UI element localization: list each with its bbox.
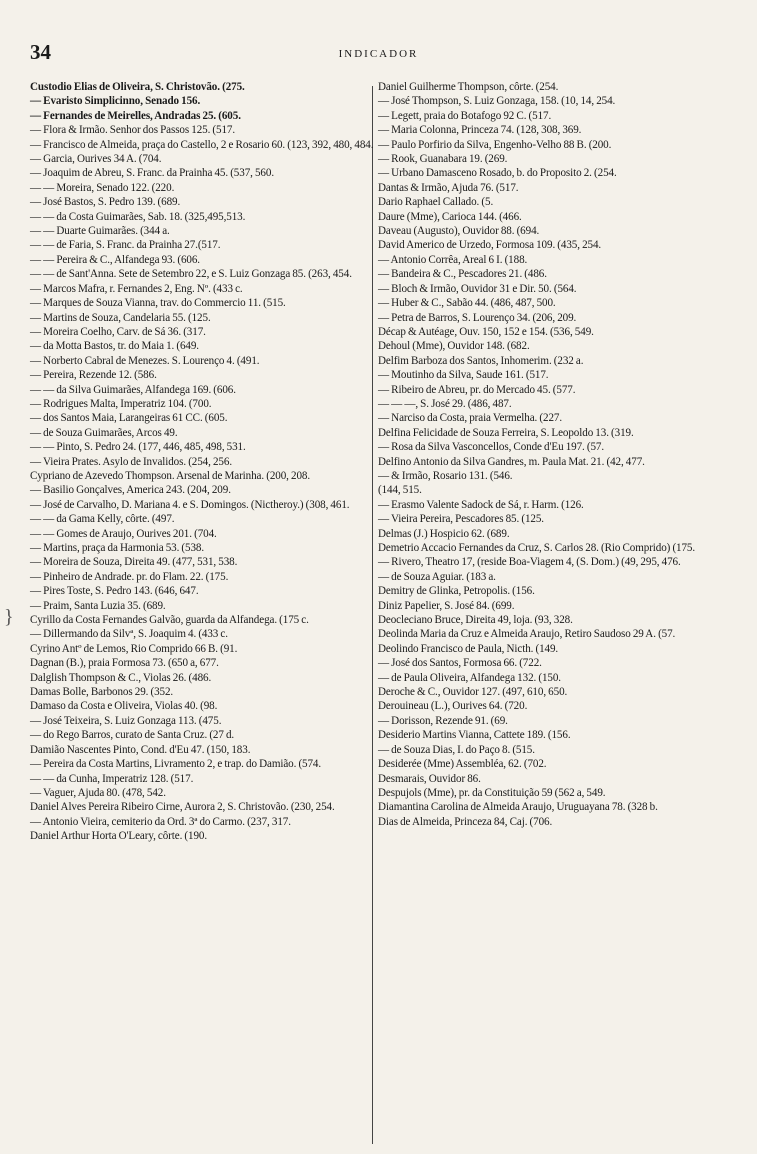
directory-entry: Cypriano de Azevedo Thompson. Arsenal de Marinha. (200, 208. xyxy=(30,469,311,482)
directory-entry: — Narciso da Costa, praia Vermelha. (227. xyxy=(378,412,563,425)
directory-entry: Delfina Felicidade de Souza Ferreira, S. Leopoldo 13. (319. xyxy=(378,426,634,439)
directory-entry: Daniel Alves Pereira Ribeiro Cirne, Aurora 2, S. Christovão. (230, 254. xyxy=(30,801,335,814)
directory-entry: Derouineau (L.), Ourives 64. (720. xyxy=(378,700,528,713)
directory-entry: — de Paula Oliveira, Alfandega 132. (150. xyxy=(378,671,561,684)
directory-entry: — Francisco de Almeida, praça do Castello, 2 e Rosario 60. (123, 392, 480, 484. xyxy=(30,138,374,151)
directory-entry: — — Duarte Guimarães. (344 a. xyxy=(30,225,170,238)
directory-entry: — Paulo Porfirio da Silva, Engenho-Velho 88 B. (200. xyxy=(378,138,612,151)
directory-entry: — Rook, Guanabara 19. (269. xyxy=(378,153,508,166)
directory-entry: — Pires Toste, S. Pedro 143. (646, 647. xyxy=(30,585,199,598)
directory-entry: — Huber & C., Sabão 44. (486, 487, 500. xyxy=(378,297,556,310)
directory-entry: — Fernandes de Meirelles, Andradas 25. (605. xyxy=(30,109,241,122)
directory-entry: Dantas & Irmão, Ajuda 76. (517. xyxy=(378,181,519,194)
left-column xyxy=(30,80,376,844)
directory-entry: — Moutinho da Silva, Saude 161. (517. xyxy=(378,369,549,382)
directory-entry: — Pereira da Costa Martins, Livramento 2, e trap. do Damião. (574. xyxy=(30,758,322,771)
directory-entry: Dias de Almeida, Princeza 84, Caj. (706. xyxy=(378,815,553,828)
running-header: INDICADOR xyxy=(338,48,419,60)
directory-entry: Diamantina Carolina de Almeida Araujo, Uruguayana 78. (328 b. xyxy=(378,801,658,814)
directory-entry: — Erasmo Valente Sadock de Sá, r. Harm. (126. xyxy=(378,498,584,511)
directory-entry: — Basilio Gonçalves, America 243. (204, 209. xyxy=(30,484,231,497)
directory-entry: — Joaquim de Abreu, S. Franc. da Prainha 45. (537, 560. xyxy=(30,167,275,180)
directory-entry: Décap & Autéage, Ouv. 150, 152 e 154. (536, 549. xyxy=(378,325,594,338)
directory-entry: David Americo de Urzedo, Formosa 109. (435, 254. xyxy=(378,239,602,252)
directory-entry: — Pinheiro de Andrade. pr. do Flam. 22. (175. xyxy=(30,570,229,583)
directory-entry: — — da Gama Kelly, côrte. (497. xyxy=(30,513,175,526)
directory-entry: Delfim Barboza dos Santos, Inhomerim. (232 a. xyxy=(378,354,584,367)
directory-entry: — do Rego Barros, curato de Santa Cruz. (27 d. xyxy=(30,729,235,742)
directory-entry: Delmas (J.) Hospicio 62. (689. xyxy=(378,527,510,540)
margin-bracket-mark: } xyxy=(4,606,14,628)
directory-entry: — — da Cunha, Imperatriz 128. (517. xyxy=(30,772,194,785)
directory-entry: — — Pereira & C., Alfandega 93. (606. xyxy=(30,253,200,266)
directory-entry: — Bloch & Irmão, Ouvidor 31 e Dir. 50. (564. xyxy=(378,282,577,295)
directory-entry: Cyrino Antº de Lemos, Rio Comprido 66 B. (91. xyxy=(30,642,238,655)
directory-entry: — Norberto Cabral de Menezes. S. Lourenço 4. (491. xyxy=(30,354,260,367)
directory-entry: — — —, S. José 29. (486, 487. xyxy=(378,397,512,410)
directory-entry: — Bandeira & C., Pescadores 21. (486. xyxy=(378,268,547,281)
directory-entry: — Praim, Santa Luzia 35. (689. xyxy=(30,599,166,612)
directory-entry: — Marques de Souza Vianna, trav. do Commercio 11. (515. xyxy=(30,297,286,310)
directory-entry: — Rivero, Theatro 17, (reside Boa-Viagem 4, (S. Dom.) (49, 295, 476. xyxy=(378,556,681,569)
directory-entry: — José de Carvalho, D. Mariana 4. e S. Domingos. (Nictheroy.) (308, 461. xyxy=(30,498,350,511)
directory-entry: Dario Raphael Callado. (5. xyxy=(378,196,494,209)
directory-entry: — Moreira de Souza, Direita 49. (477, 531, 538. xyxy=(30,556,238,569)
directory-entry: — Pereira, Rezende 12. (586. xyxy=(30,369,157,382)
directory-entry: — Flora & Irmão. Senhor dos Passos 125. (517. xyxy=(30,124,236,137)
directory-entry: Deolindo Francisco de Paula, Nicth. (149. xyxy=(378,642,559,655)
directory-entry: — Vaguer, Ajuda 80. (478, 542. xyxy=(30,786,166,799)
directory-entry: Daure (Mme), Carioca 144. (466. xyxy=(378,210,522,223)
directory-entry: — Maria Colonna, Princeza 74. (128, 308, 369. xyxy=(378,124,582,137)
directory-entry: — — de Faria, S. Franc. da Prainha 27.(517. xyxy=(30,239,221,252)
directory-entry: — Rodrigues Malta, Imperatriz 104. (700. xyxy=(30,397,212,410)
directory-entry: — — de Sant'Anna. Sete de Setembro 22, e S. Luiz Gonzaga 85. (263, 454. xyxy=(30,268,352,281)
page-number: 34 xyxy=(30,40,51,64)
directory-entry: — José Bastos, S. Pedro 139. (689. xyxy=(30,196,181,209)
directory-entry: Desiderée (Mme) Assembléa, 62. (702. xyxy=(378,758,547,771)
directory-entry: — Dillermando da Silvª, S. Joaquim 4. (433 c. xyxy=(30,628,228,641)
directory-entry: Desmarais, Ouvidor 86. xyxy=(378,772,481,785)
directory-entry: — Antonio Vieira, cemiterio da Ord. 3ª do Carmo. (237, 317. xyxy=(30,815,291,828)
directory-entry: Demetrio Accacio Fernandes da Cruz, S. Carlos 28. (Rio Comprido) (175. xyxy=(378,542,696,554)
directory-entry: — Rosa da Silva Vasconcellos, Conde d'Eu 197. (57. xyxy=(378,441,605,454)
directory-entry: Despujols (Mme), pr. da Constituição 59 (562 a, 549. xyxy=(378,786,606,799)
directory-entry: — — da Silva Guimarães, Alfandega 169. (606. xyxy=(30,383,236,396)
directory-entry: — — Pinto, S. Pedro 24. (177, 446, 485, 498, 531. xyxy=(30,441,246,454)
directory-entry: Deocleciano Bruce, Direita 49, loja. (93, 328. xyxy=(378,614,573,627)
directory-entry: — Antonio Corrêa, Areal 6 I. (188. xyxy=(378,253,528,266)
directory-entry: — José Thompson, S. Luiz Gonzaga, 158. (10, 14, 254. xyxy=(378,95,616,108)
directory-entry: Dalglish Thompson & C., Violas 26. (486. xyxy=(30,671,212,684)
directory-entry: Custodio Elias de Oliveira, S. Christovão. (275. xyxy=(30,81,245,93)
directory-entry: — Legett, praia do Botafogo 92 C. (517. xyxy=(378,109,552,122)
directory-entry: — Urbano Damasceno Rosado, b. do Proposito 2. (254. xyxy=(378,167,617,180)
directory-entry: — Vieira Pereira, Pescadores 85. (125. xyxy=(378,513,544,526)
directory-entry: Damas Bolle, Barbonos 29. (352. xyxy=(30,686,174,699)
directory-entry: — de Souza Aguiar. (183 a. xyxy=(378,570,496,583)
directory-entry: Cyrillo da Costa Fernandes Galvão, guarda da Alfandega. (175 c. xyxy=(30,614,309,627)
directory-entry: — — Gomes de Araujo, Ourives 201. (704. xyxy=(30,527,217,540)
directory-entry: — — Moreira, Senado 122. (220. xyxy=(30,181,175,194)
directory-entry: — Ribeiro de Abreu, pr. do Mercado 45. (577. xyxy=(378,383,576,396)
directory-entry: — dos Santos Maia, Larangeiras 61 CC. (605. xyxy=(30,412,228,425)
directory-entry: Delfino Antonio da Silva Gandres, m. Paula Mat. 21. (42, 477. xyxy=(378,455,645,468)
directory-entry: — Martins de Souza, Candelaria 55. (125. xyxy=(30,311,211,324)
directory-entry: — Moreira Coelho, Carv. de Sá 36. (317. xyxy=(30,325,206,338)
directory-entry: — Petra de Barros, S. Lourenço 34. (206, 209. xyxy=(378,311,577,324)
directory-entry: Deroche & C., Ouvidor 127. (497, 610, 650. xyxy=(378,686,568,699)
directory-entry: Damaso da Costa e Oliveira, Violas 40. (98. xyxy=(30,700,218,713)
directory-entry: — da Motta Bastos, tr. do Maia 1. (649. xyxy=(30,340,199,353)
directory-entry: — de Souza Guimarães, Arcos 49. xyxy=(30,426,178,439)
directory-entry: — & Irmão, Rosario 131. (546. xyxy=(378,469,513,482)
right-column xyxy=(378,80,730,829)
directory-entry: Desiderio Martins Vianna, Cattete 189. (156. xyxy=(378,729,571,742)
directory-entry: (144, 515. xyxy=(378,484,422,497)
directory-entry: Deolinda Maria da Cruz e Almeida Araujo, Retiro Saudoso 29 A. (57. xyxy=(378,628,676,641)
directory-entry: — José Teixeira, S. Luiz Gonzaga 113. (475. xyxy=(30,714,222,727)
directory-entry: — de Souza Dias, I. do Paço 8. (515. xyxy=(378,743,535,756)
directory-entry: Daniel Arthur Horta O'Leary, côrte. (190. xyxy=(30,830,208,843)
directory-entry: Demitry de Glinka, Petropolis. (156. xyxy=(378,585,535,598)
directory-entry: — Marcos Mafra, r. Fernandes 2, Eng. Nº. (433 c. xyxy=(30,282,243,295)
directory-entry: — Evaristo Simplicinno, Senado 156. xyxy=(30,95,201,108)
directory-entry: — Vieira Prates. Asylo de Invalidos. (254, 256. xyxy=(30,455,232,468)
directory-entry: — José dos Santos, Formosa 66. (722. xyxy=(378,657,542,670)
directory-entry: — — da Costa Guimarães, Sab. 18. (325,495,513. xyxy=(30,210,246,223)
directory-entry: Dagnan (B.), praia Formosa 73. (650 a, 677. xyxy=(30,657,219,670)
directory-entry: — Martins, praça da Harmonia 53. (538. xyxy=(30,542,205,554)
directory-entry: Daniel Guilherme Thompson, côrte. (254. xyxy=(378,81,559,93)
directory-entry: Daveau (Augusto), Ouvidor 88. (694. xyxy=(378,225,540,238)
directory-entry: — Dorisson, Rezende 91. (69. xyxy=(378,714,508,727)
directory-entry: Dehoul (Mme), Ouvidor 148. (682. xyxy=(378,340,530,353)
directory-entry: Diniz Papelier, S. José 84. (699. xyxy=(378,599,515,612)
directory-entry: Damião Nascentes Pinto, Cond. d'Eu 47. (150, 183. xyxy=(30,743,251,756)
directory-entry: — Garcia, Ourives 34 A. (704. xyxy=(30,153,162,166)
